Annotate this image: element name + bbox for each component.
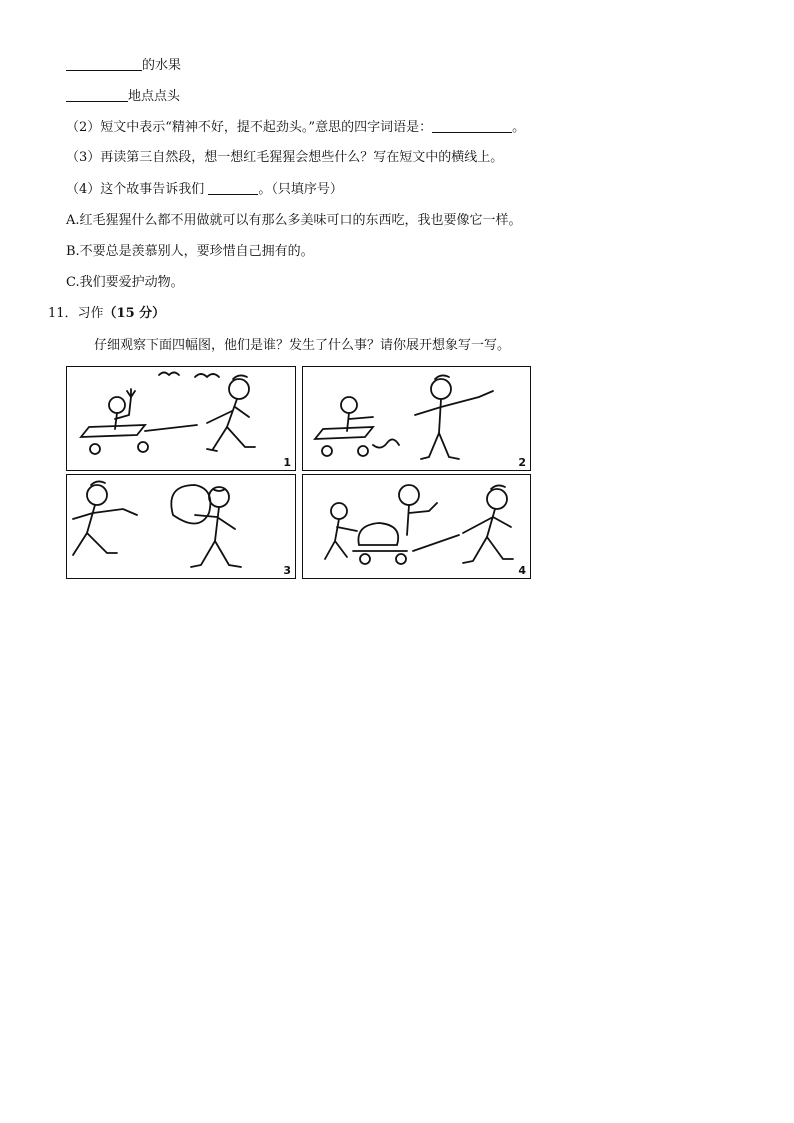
panel-number: 1	[283, 456, 291, 469]
blank-line-fruit: 的水果	[66, 56, 181, 75]
question-4: （4）这个故事告诉我们 。（只填序号）	[66, 182, 343, 197]
option-a: A.红毛猩猩什么都不用做就可以有那么多美味可口的东西吃，我也要像它一样。	[66, 213, 522, 228]
section-11-prompt: 仔细观察下面四幅图，他们是谁？发生了什么事？请你展开想象写一写。	[94, 338, 511, 353]
section-11-heading: 11．习作（15 分）	[48, 306, 166, 321]
answer-blank[interactable]	[66, 87, 128, 102]
question-2: （2）短文中表示“精神不好，提不起劲头。”意思的四字词语是： 。	[66, 120, 526, 135]
answer-blank[interactable]	[208, 180, 258, 195]
option-b: B.不要总是羡慕别人，要珍惜自己拥有的。	[66, 244, 314, 259]
boy-pointing-illustration	[303, 367, 530, 470]
option-c: C.我们要爱护动物。	[66, 275, 184, 290]
comic-panel-4	[302, 474, 531, 579]
answer-blank[interactable]	[432, 118, 512, 133]
answer-blank[interactable]	[66, 56, 142, 71]
panel-number: 2	[518, 456, 526, 469]
blank-line-nod: 地点点头	[66, 87, 180, 106]
old-man-with-sack-illustration	[67, 475, 295, 578]
comic-panel-1	[66, 366, 296, 471]
comic-panel-2	[302, 366, 531, 471]
boy-pulling-cart-illustration	[67, 367, 295, 470]
question-3: （3）再读第三自然段，想一想红毛猩猩会想些什么？写在短文中的横线上。	[66, 150, 504, 165]
comic-panel-3	[66, 474, 296, 579]
panel-number: 3	[283, 564, 291, 577]
comic-panels	[66, 366, 531, 579]
panel-number: 4	[518, 564, 526, 577]
helping-old-man-illustration	[303, 475, 530, 578]
